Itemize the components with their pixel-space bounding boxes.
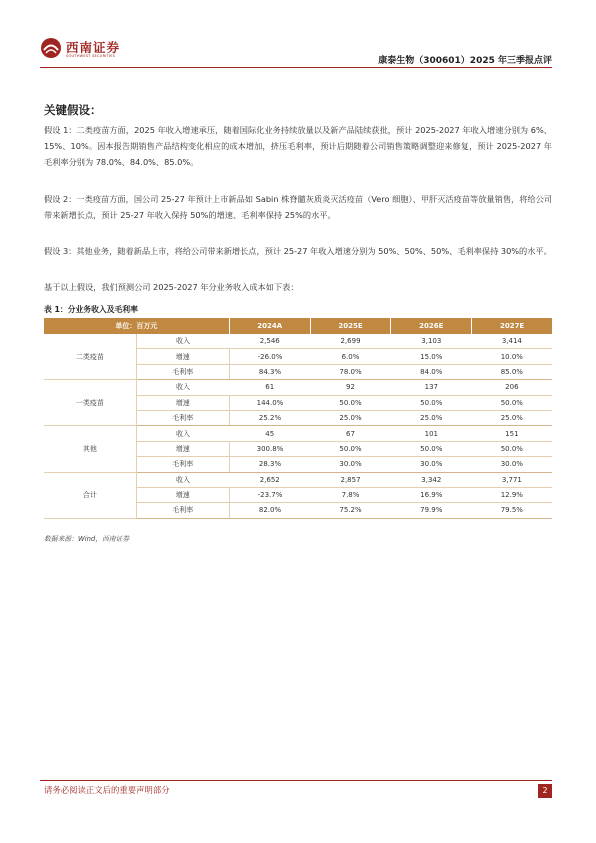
table-cell: 50.0%: [391, 441, 472, 456]
logo-text: 西南证券: [66, 40, 121, 55]
metric-label: 毛利率: [136, 503, 229, 518]
metric-label: 收入: [136, 472, 229, 487]
table-cell: 82.0%: [229, 503, 310, 518]
page-header: [0, 0, 596, 70]
table-cell: 2,546: [229, 334, 310, 349]
table-cell: 85.0%: [472, 364, 552, 379]
table-cell: 84.0%: [391, 364, 472, 379]
footer-divider: [40, 780, 552, 781]
year-header: 2024A: [229, 318, 310, 334]
segment-label: 二类疫苗: [44, 334, 136, 380]
table-cell: 2,857: [310, 472, 391, 487]
table-cell: 50.0%: [310, 441, 391, 456]
metric-label: 增速: [136, 441, 229, 456]
metric-label: 增速: [136, 349, 229, 364]
segment-label: 其他: [44, 426, 136, 472]
metric-label: 收入: [136, 426, 229, 441]
table-cell: 50.0%: [472, 441, 552, 456]
table-cell: 75.2%: [310, 503, 391, 518]
assumption-2-paragraph: 假设 2：一类疫苗方面，国公司 25-27 年预计上市新品如 Sabin 株脊髓灰质炎灭活疫苗（Vero 细胞）、甲肝灭活疫苗等放量销售，将给公司带来新增长点，预计 25-27 年收入保持 50%的增速、毛利率保持 25%的水平。: [44, 194, 552, 220]
year-header: 2027E: [472, 318, 552, 334]
table-cell: 3,771: [472, 472, 552, 487]
assumption-1-paragraph: 假设 1：二类疫苗方面，2025 年收入增速承压，随着国际化业务持续放量以及新产品陆续获批，预计 2025-2027 年收入增速分别为 6%、15%、10%。因本报告期销售产品结构变化相应的成本增加，挤压毛利率，预计后期随着公司销售策略调整迎来修复，预计 2025-2027 年毛利率分别为 78.0%、84.0%、85.0%。: [44, 125, 552, 167]
report-title: 康泰生物（300601）2025 年三季报点评: [378, 56, 552, 66]
table-cell: 7.8%: [310, 487, 391, 502]
table-cell: 2,652: [229, 472, 310, 487]
table-row: [44, 380, 552, 395]
metric-label: 毛利率: [136, 410, 229, 425]
metric-label: 毛利率: [136, 457, 229, 472]
table-cell: 25.0%: [310, 410, 391, 425]
table-cell: 25.0%: [391, 410, 472, 425]
table-cell: -26.0%: [229, 349, 310, 364]
table-cell: -23.7%: [229, 487, 310, 502]
table-cell: 101: [391, 426, 472, 441]
table-cell: 2,699: [310, 334, 391, 349]
business-revenue-table: [44, 318, 552, 519]
section-title: 关键假设：: [44, 103, 102, 117]
table-row: [44, 426, 552, 441]
table-cell: 10.0%: [472, 349, 552, 364]
table-cell: 3,103: [391, 334, 472, 349]
table-cell: 300.8%: [229, 441, 310, 456]
metric-label: 收入: [136, 334, 229, 349]
year-header: 2026E: [391, 318, 472, 334]
table-cell: 92: [310, 380, 391, 395]
table-cell: 30.0%: [472, 457, 552, 472]
assumption-3-paragraph: 假设 3：其他业务，随着新品上市，将给公司带来新增长点，预计 25-27 年收入增速分别为 50%、50%、50%、毛利率保持 30%的水平。: [44, 246, 552, 256]
table-cell: 78.0%: [310, 364, 391, 379]
table-row: [44, 334, 552, 349]
unit-header: 单位：百万元: [44, 318, 229, 334]
table-cell: 28.3%: [229, 457, 310, 472]
segment-label: 合计: [44, 472, 136, 518]
table-cell: 15.0%: [391, 349, 472, 364]
table-cell: 50.0%: [310, 395, 391, 410]
segment-label: 一类疫苗: [44, 380, 136, 426]
table-cell: 50.0%: [391, 395, 472, 410]
table-cell: 151: [472, 426, 552, 441]
table-title: 表 1：分业务收入及毛利率: [44, 305, 138, 314]
table-cell: 25.2%: [229, 410, 310, 425]
table-cell: 137: [391, 380, 472, 395]
table-cell: 61: [229, 380, 310, 395]
table-cell: 67: [310, 426, 391, 441]
table-cell: 3,342: [391, 472, 472, 487]
metric-label: 增速: [136, 395, 229, 410]
header-divider: [40, 67, 552, 68]
page-number: 2: [538, 784, 552, 798]
table-header-row: [44, 318, 552, 334]
southwest-securities-logo-icon: [40, 37, 62, 59]
table-cell: 144.0%: [229, 395, 310, 410]
table-cell: 79.5%: [472, 503, 552, 518]
disclaimer-note: 请务必阅读正文后的重要声明部分: [44, 785, 170, 795]
table-cell: 25.0%: [472, 410, 552, 425]
table-cell: 30.0%: [310, 457, 391, 472]
table-cell: 79.9%: [391, 503, 472, 518]
table-cell: 45: [229, 426, 310, 441]
year-header: 2025E: [310, 318, 391, 334]
metric-label: 增速: [136, 487, 229, 502]
table-cell: 12.9%: [472, 487, 552, 502]
metric-label: 毛利率: [136, 364, 229, 379]
logo-english-text: SOUTHWEST SECURITIES: [66, 54, 116, 58]
data-source-note: 数据来源：Wind，西南证券: [44, 535, 130, 543]
metric-label: 收入: [136, 380, 229, 395]
summary-paragraph: 基于以上假设，我们预测公司 2025-2027 年分业务收入成本如下表：: [44, 282, 299, 292]
table-cell: 206: [472, 380, 552, 395]
table-cell: 3,414: [472, 334, 552, 349]
table-cell: 84.3%: [229, 364, 310, 379]
table-row: [44, 472, 552, 487]
table-cell: 50.0%: [472, 395, 552, 410]
table-cell: 16.9%: [391, 487, 472, 502]
table-cell: 30.0%: [391, 457, 472, 472]
table-cell: 6.0%: [310, 349, 391, 364]
